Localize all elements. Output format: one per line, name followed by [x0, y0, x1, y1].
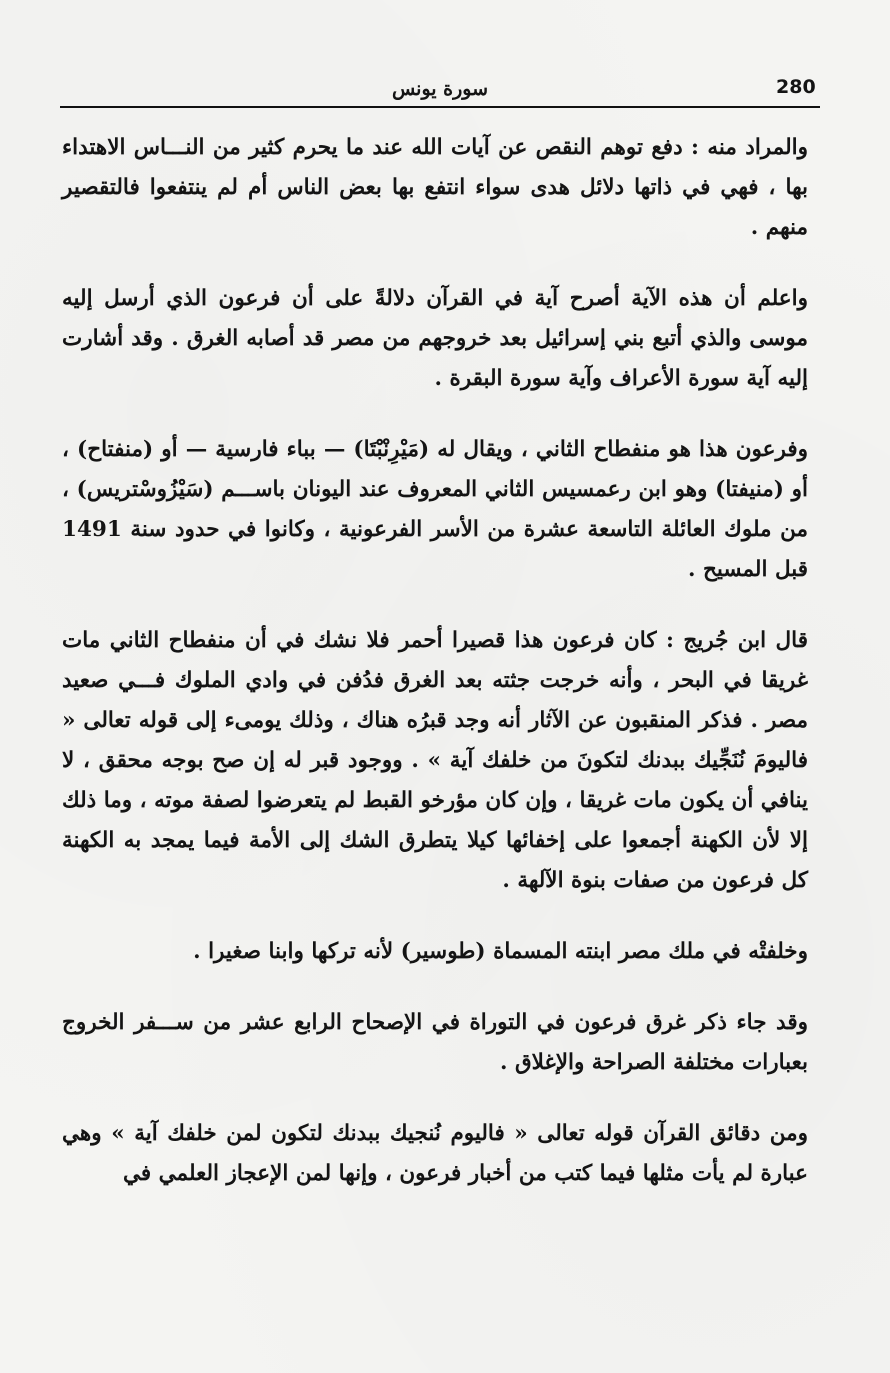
paragraph-4: قال ابن جُريج : كان فرعون هذا قصيرا أحمر فلا نشك في أن منفطاح الثاني مات غريقا في البحر ، وأنه خرجت جثته بعد الغرق فدُفن في وادي الملوك فـــي صعيد مصر . فذكر المنقبون عن الآثار أنه وجد قبرُه هناك ، وذلك يومىء إلى قوله تعالى « فاليومَ نُنَجِّيك ببدنك لتكونَ من خلفك آية » . ووجود قبر له إن صح بوجه محقق ، لا ينافي أن يكون مات غريقا ، وإن كان مؤرخو القبط لم يتعرضوا لصفة موته ، وما ذلك إلا لأن الكهنة أجمعوا على إخفائها كيلا يتطرق الشك إلى الأمة فيما يمجد به الكهنة كل فرعون من صفات بنوة الآلهة . [62, 628, 808, 893]
paragraph-6: وقد جاء ذكر غرق فرعون في التوراة في الإصحاح الرابع عشر من ســـفر الخروج بعبارات مختلفة الصراحة والإغلاق . [62, 1010, 808, 1075]
paragraph-5: وخلفتْه في ملك مصر ابنته المسماة (طوسير) لأنه تركها وابنا صغيرا . [193, 939, 808, 964]
paragraph-3: وفرعون هذا هو منفطاح الثاني ، ويقال له (مَيْرِنْبْتَا) — بباء فارسية — أو (منفتاح) ، أو (منيفتا) وهو ابن رعمسيس الثاني المعروف عند اليونان باســـم (سَيْزُوسْتريس) ، من ملوك العائلة التاسعة عشرة من الأسر الفرعونية ، وكانوا في حدود سنة 1491 قبل المسيح . [62, 437, 808, 582]
paragraph-7: ومن دقائق القرآن قوله تعالى « فاليوم نُنجيك ببدنك لتكون لمن خلفك آية » وهي عبارة لم يأت مثلها فيما كتب من أخبار فرعون ، وإنها لمن الإعجاز العلمي في [62, 1121, 808, 1186]
page-number: 280 [776, 76, 816, 98]
paragraph-1: والمراد منه : دفع توهم النقص عن آيات الله عند ما يحرم كثير من النـــاس الاهتداء بها ، فهي في ذاتها دلائل هدى سواء انتفع بها بعض الناس أم لم ينتفعوا فالتقصير منهم . [62, 135, 808, 240]
paragraph-2: واعلم أن هذه الآية أصرح آية في القرآن دلالةً على أن فرعون الذي أرسل إليه موسى والذي أتبع بني إسرائيل بعد خروجهم من مصر قد أصابه الغرق . وقد أشارت إليه آية سورة الأعراف وآية سورة البقرة . [62, 286, 808, 391]
body-text [62, 128, 808, 1194]
header-rule [60, 106, 820, 108]
page-header [60, 70, 820, 110]
running-title: سورة يونس [391, 78, 489, 100]
